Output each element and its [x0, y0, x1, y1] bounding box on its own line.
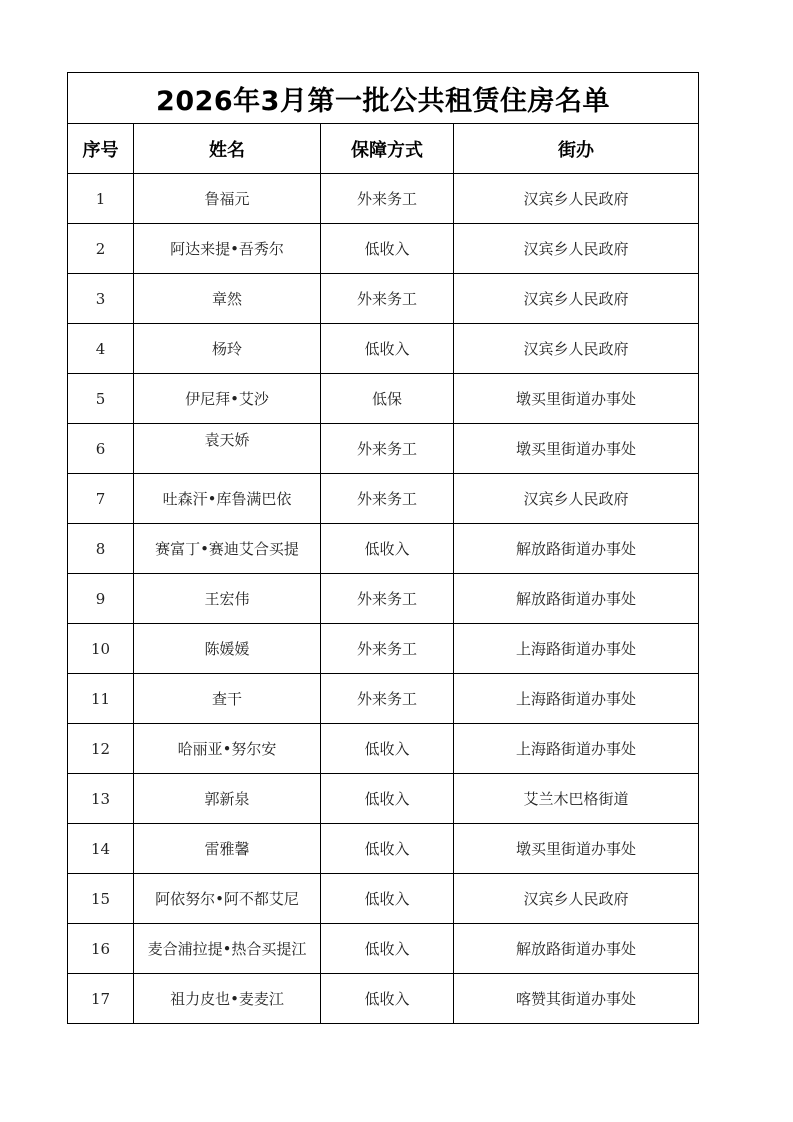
cell-name: 陈媛媛 [134, 624, 321, 674]
cell-seq: 1 [68, 174, 134, 224]
cell-seq: 8 [68, 524, 134, 574]
cell-name: 麦合浦拉提•热合买提江 [134, 924, 321, 974]
rental-housing-list-sheet [67, 72, 698, 1024]
table-row [68, 324, 699, 374]
table-row [68, 224, 699, 274]
table-row [68, 774, 699, 824]
cell-type: 低收入 [321, 724, 454, 774]
cell-seq: 3 [68, 274, 134, 324]
cell-name: 章然 [134, 274, 321, 324]
cell-type: 外来务工 [321, 574, 454, 624]
cell-seq: 15 [68, 874, 134, 924]
cell-office: 墩买里街道办事处 [454, 374, 699, 424]
cell-name-text: 袁天娇 [204, 431, 250, 449]
cell-office: 喀赞其街道办事处 [454, 974, 699, 1024]
cell-office: 解放路街道办事处 [454, 574, 699, 624]
cell-seq: 13 [68, 774, 134, 824]
cell-type: 外来务工 [321, 174, 454, 224]
header-row [68, 124, 699, 174]
cell-seq: 4 [68, 324, 134, 374]
cell-office: 解放路街道办事处 [454, 524, 699, 574]
table-row [68, 824, 699, 874]
header-office: 街办 [454, 124, 699, 174]
cell-type: 低收入 [321, 874, 454, 924]
cell-name: 王宏伟 [134, 574, 321, 624]
table-row [68, 724, 699, 774]
cell-office: 汉宾乡人民政府 [454, 474, 699, 524]
header-type: 保障方式 [321, 124, 454, 174]
cell-office: 上海路街道办事处 [454, 674, 699, 724]
table-row [68, 524, 699, 574]
cell-name: 吐森汗•库鲁满巴依 [134, 474, 321, 524]
cell-type: 外来务工 [321, 424, 454, 474]
table-row [68, 374, 699, 424]
table-row [68, 674, 699, 724]
cell-seq: 7 [68, 474, 134, 524]
cell-name: 鲁福元 [134, 174, 321, 224]
table-row [68, 474, 699, 524]
table-row [68, 574, 699, 624]
cell-name: 祖力皮也•麦麦江 [134, 974, 321, 1024]
cell-seq: 12 [68, 724, 134, 774]
cell-type: 低收入 [321, 924, 454, 974]
cell-seq: 9 [68, 574, 134, 624]
cell-type: 外来务工 [321, 624, 454, 674]
header-seq: 序号 [68, 124, 134, 174]
cell-type: 外来务工 [321, 474, 454, 524]
cell-name: 郭新泉 [134, 774, 321, 824]
cell-type: 低收入 [321, 224, 454, 274]
cell-seq: 10 [68, 624, 134, 674]
cell-seq: 17 [68, 974, 134, 1024]
cell-office: 上海路街道办事处 [454, 624, 699, 674]
table-row [68, 974, 699, 1024]
cell-type: 低收入 [321, 324, 454, 374]
cell-name: 伊尼拜•艾沙 [134, 374, 321, 424]
cell-name: 赛富丁•赛迪艾合买提 [134, 524, 321, 574]
cell-type: 低收入 [321, 524, 454, 574]
cell-seq: 6 [68, 424, 134, 474]
cell-name: 雷雅馨 [134, 824, 321, 874]
table-row [68, 424, 699, 474]
cell-seq: 11 [68, 674, 134, 724]
cell-type: 外来务工 [321, 674, 454, 724]
cell-type: 低保 [321, 374, 454, 424]
cell-seq: 16 [68, 924, 134, 974]
cell-name: 哈丽亚•努尔安 [134, 724, 321, 774]
cell-office: 上海路街道办事处 [454, 724, 699, 774]
cell-office: 汉宾乡人民政府 [454, 224, 699, 274]
cell-type: 低收入 [321, 774, 454, 824]
cell-type: 外来务工 [321, 274, 454, 324]
cell-type: 低收入 [321, 974, 454, 1024]
cell-office: 墩买里街道办事处 [454, 424, 699, 474]
cell-seq: 14 [68, 824, 134, 874]
table-row [68, 174, 699, 224]
cell-office: 汉宾乡人民政府 [454, 874, 699, 924]
table-row [68, 874, 699, 924]
header-name: 姓名 [134, 124, 321, 174]
cell-office: 汉宾乡人民政府 [454, 324, 699, 374]
table-row [68, 924, 699, 974]
table-row [68, 624, 699, 674]
cell-seq: 2 [68, 224, 134, 274]
cell-seq: 5 [68, 374, 134, 424]
cell-office: 汉宾乡人民政府 [454, 274, 699, 324]
cell-office: 墩买里街道办事处 [454, 824, 699, 874]
cell-type: 低收入 [321, 824, 454, 874]
page-title: 2026年3月第一批公共租赁住房名单 [68, 73, 699, 124]
cell-office: 汉宾乡人民政府 [454, 174, 699, 224]
cell-name: 查干 [134, 674, 321, 724]
cell-name: 阿达来提•吾秀尔 [134, 224, 321, 274]
cell-office: 艾兰木巴格街道 [454, 774, 699, 824]
cell-office: 解放路街道办事处 [454, 924, 699, 974]
table-row [68, 274, 699, 324]
rental-housing-table [67, 72, 699, 1024]
cell-name: 阿依努尔•阿不都艾尼 [134, 874, 321, 924]
cell-name [134, 424, 321, 474]
cell-name: 杨玲 [134, 324, 321, 374]
